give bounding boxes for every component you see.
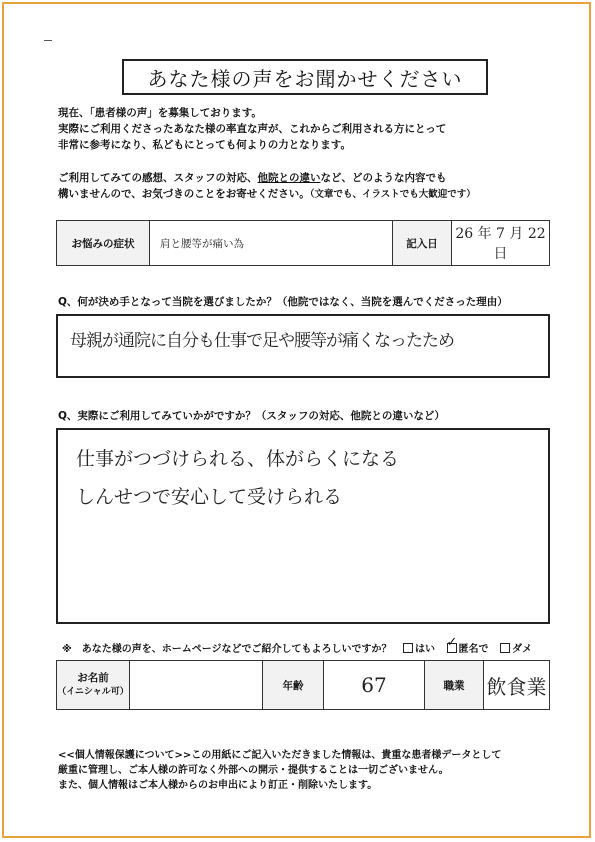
profile-table: [56, 660, 550, 710]
answer-2-line-2: しんせつで安心して受けられる: [76, 486, 343, 508]
intro-line: 実際にご利用くださったあなた様の率直な声が、これからご利用される方にとって: [58, 123, 447, 135]
symptom-table: [56, 220, 550, 266]
intro-line: 現在、「患者様の声」を募集しております。: [58, 107, 262, 119]
privacy-line: また、個人情報はご本人様からのお申出により訂正・削除いたします。: [58, 780, 378, 791]
privacy-line: 厳重に管理し、ご本人様の許可なく外部への開示・提供することは一切ございません。: [58, 765, 449, 776]
consent-option-no[interactable]: ダメ: [500, 644, 532, 655]
page-title: あなた様の声をお聞かせください: [122, 59, 488, 95]
question-1: Q、何が決め手となって当院を選びましたか？（他院ではなく、当院を選んでくださった理由）: [58, 296, 508, 308]
name-value[interactable]: [130, 661, 263, 710]
question-2: Q、実際にご利用してみていかがですか？（スタッフの対応、他院との違いなど）: [58, 410, 445, 422]
consent-option-yes[interactable]: はい: [403, 644, 435, 655]
answer-2-box[interactable]: [56, 428, 550, 624]
checkbox[interactable]: [403, 643, 413, 653]
checkbox-checked[interactable]: [447, 643, 457, 653]
scan-mark: [44, 40, 52, 41]
consent-question: ※ あなた様の声を、ホームページなどでご紹介してもよろしいですか？ はい ✓ 匿名で ダメ: [62, 640, 532, 655]
intro-text: [58, 105, 446, 153]
answer-1-text: 母親が通院に自分も仕事で足や腰等が痛くなったため: [70, 331, 454, 351]
answer-2-line-1: 仕事がつづけられる、体がらくになる: [76, 448, 400, 470]
intro-line: ご利用してみての感想、スタッフの対応、他院との違いなど、どのような内容でも: [58, 172, 447, 184]
answer-1-box[interactable]: [56, 314, 550, 378]
privacy-line: <<個人情報保護について>>この用紙にご記入いただきました情報は、貴重な患者様データとして: [58, 750, 502, 761]
symptom-label: お悩みの症状: [57, 221, 150, 266]
job-label: 職業: [425, 661, 484, 710]
intro-line: 構いませんので、お気づきのことをお寄せください。（文章でも、イラストでも大歓迎です）: [58, 188, 476, 200]
symptom-value[interactable]: 肩と腰等が痛い為: [150, 221, 393, 266]
date-label: 記入日: [393, 221, 452, 266]
age-value[interactable]: 67: [324, 661, 425, 710]
name-label: お名前 （イニシャル可）: [57, 661, 130, 710]
job-value[interactable]: 飲食業: [484, 661, 550, 710]
age-label: 年齢: [263, 661, 324, 710]
checkbox[interactable]: [500, 643, 510, 653]
consent-option-anonymous[interactable]: ✓ 匿名で: [447, 644, 489, 655]
privacy-notice: [58, 748, 501, 793]
date-value[interactable]: 26 年 7 月 22 日: [452, 221, 550, 266]
intro-request: [58, 170, 476, 203]
intro-line: 非常に参考になり、私どもにとっても何よりの力となります。: [58, 139, 351, 151]
